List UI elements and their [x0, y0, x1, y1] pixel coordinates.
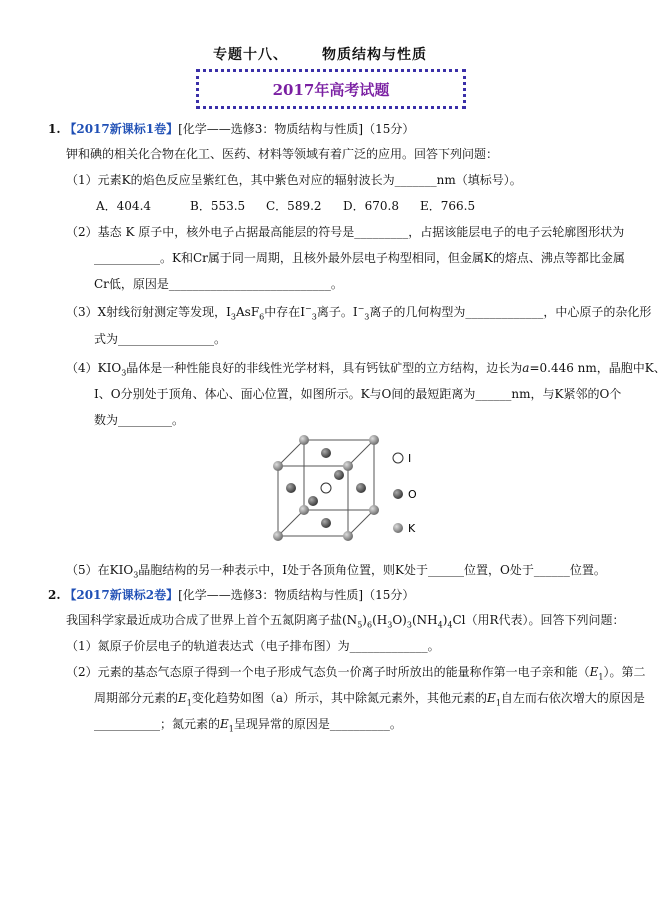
- q2-intro-text: 我国科学家最近成功合成了世界上首个五氮阴离子盐(N: [66, 613, 358, 627]
- q2-intro: [66, 612, 625, 628]
- q1-part4-line3: 数为_________。: [94, 413, 185, 427]
- edge-length-symbol: a: [522, 361, 530, 375]
- o-atom: [308, 496, 318, 506]
- q2-intro-text: (NH: [411, 613, 438, 627]
- q1-part4-text: =0.446 nm，晶胞中K、: [529, 361, 666, 375]
- q1-part5-text: 晶胞结构的另一种表示中，I处于各顶角位置，则K处于______位置，O处于______位置。: [138, 563, 606, 577]
- subscript: 3: [230, 312, 237, 322]
- subscript: 6: [259, 312, 265, 322]
- subscript: 1: [186, 698, 192, 708]
- q2-part2-line3: [94, 716, 402, 732]
- k-atom: [299, 435, 309, 445]
- q1-heading: [48, 121, 414, 137]
- i-atom: [321, 483, 331, 493]
- q1-option-a: A．404.4: [96, 199, 152, 213]
- title-topic-name: 物质结构与性质: [322, 47, 427, 63]
- kio3-unit-cell-figure: [270, 428, 430, 550]
- q1-category: [化学——选修3：物质结构与性质]（15分）: [178, 122, 415, 136]
- subscript: 3: [387, 620, 393, 630]
- legend-i-label: I: [408, 452, 412, 465]
- superscript: −: [305, 304, 312, 313]
- q2-intro-text: ): [442, 613, 448, 627]
- o-atom: [286, 483, 296, 493]
- q2-part2-line2: [94, 690, 645, 706]
- q2-intro-text: (H: [372, 613, 388, 627]
- q1-part2-line2: ___________。K和Cr属于同一周期，且核外最外层电子构型相同，但金属K的熔点、沸点等都比金属: [94, 251, 625, 265]
- k-atom: [369, 435, 379, 445]
- q1-option-d: D．670.8: [343, 199, 399, 213]
- q2-number: 2.: [48, 588, 61, 602]
- k-atom: [343, 531, 353, 541]
- q1-part2-line1: （2）基态 K 原子中，核外电子占据最高能层的符号是_________，占据该能层电子的电子云轮廓图形状为: [66, 225, 625, 239]
- k-atom: [273, 531, 283, 541]
- q1-source: 【2017新课标1卷】: [64, 122, 179, 136]
- q1-number: 1.: [48, 122, 61, 136]
- k-atom: [273, 461, 283, 471]
- q1-part5: [66, 562, 606, 578]
- subscript: 1: [495, 698, 501, 708]
- subscript: 3: [406, 620, 412, 630]
- q1-part3-text: 中存在I: [264, 305, 306, 319]
- q1-part3-text: AsF: [236, 305, 260, 319]
- q2-part2-text: 自左而右依次增大的原因是: [500, 691, 645, 705]
- q1-part4-text: 晶体是一种性能良好的非线性光学材料，具有钙钛矿型的立方结构，边长为: [126, 361, 523, 375]
- q2-part2-text: ）。第二: [603, 665, 646, 679]
- superscript: −: [357, 304, 365, 313]
- year-section-title: 2017年高考试题: [272, 80, 390, 99]
- o-atom: [334, 470, 344, 480]
- q2-category: [化学——选修3：物质结构与性质]（15分）: [178, 588, 415, 602]
- legend-i-marker: [393, 453, 403, 463]
- subscript: 3: [133, 570, 139, 580]
- q1-option-e: E．766.5: [420, 199, 476, 213]
- subscript: 3: [121, 368, 127, 378]
- energy-symbol: E: [487, 691, 496, 705]
- q2-part2-text: 周期部分元素的: [94, 691, 179, 705]
- page-title: [0, 44, 640, 64]
- q1-part3-line1: [66, 304, 651, 320]
- subscript: 6: [366, 620, 373, 630]
- q2-intro-text: O): [392, 613, 407, 627]
- subscript: 5: [357, 620, 363, 630]
- legend-k-marker: [393, 523, 403, 533]
- q2-heading: [48, 587, 414, 603]
- q1-part3-text: 离子的几何构型为_____________，中心原子的杂化形: [369, 305, 652, 319]
- q2-part2-text: （2）元素的基态气态原子得到一个电子形成气态负一价离子时所放出的能量称作第一电子亲和能（: [66, 665, 590, 679]
- subscript: 1: [228, 724, 234, 734]
- subscript: 1: [598, 672, 604, 682]
- q2-part1: （1）氮原子价层电子的轨道表达式（电子排布图）为_____________。: [66, 639, 440, 653]
- q1-part4-line1: [66, 360, 666, 376]
- q1-part3-text: （3）X射线衍射测定等发现，I: [66, 305, 231, 319]
- q1-part3-line2: 式为________________。: [94, 332, 227, 346]
- k-atom: [299, 505, 309, 515]
- q2-part2-text: 呈现异常的原因是__________。: [233, 717, 402, 731]
- q2-intro-text: ): [362, 613, 367, 627]
- o-atom: [321, 518, 331, 528]
- k-atom: [343, 461, 353, 471]
- figure-legend: [393, 452, 417, 535]
- energy-symbol: E: [220, 717, 229, 731]
- q1-option-c: C．589.2: [266, 199, 322, 213]
- o-atom: [321, 448, 331, 458]
- year-section-box: [196, 69, 466, 109]
- q1-part4-line2: I、O分别处于顶角、体心、面心位置，如图所示。K与O间的最短距离为______nm，与K紧邻的O个: [94, 387, 622, 401]
- energy-symbol: E: [589, 665, 599, 679]
- q1-intro: 钾和碘的相关化合物在化工、医药、材料等领域有着广泛的应用。回答下列问题：: [66, 147, 499, 161]
- q1-part3-text: 离子。I: [316, 305, 358, 319]
- q2-source: 【2017新课标2卷】: [64, 588, 179, 602]
- subscript: 3: [364, 312, 370, 322]
- q1-option-b: B．553.5: [190, 199, 246, 213]
- q1-part5-text: （5）在KIO: [66, 563, 134, 577]
- legend-k-label: K: [408, 522, 416, 535]
- subscript: 4: [437, 620, 443, 630]
- legend-o-marker: [393, 489, 403, 499]
- q2-intro-text: Cl（用R代表）。回答下列问题：: [452, 613, 625, 627]
- q1-part2-line3: Cr低，原因是___________________________。: [94, 277, 343, 291]
- legend-o-label: O: [408, 488, 417, 501]
- q2-part2-text: 变化趋势如图（a）所示，其中除氮元素外，其他元素的: [191, 691, 488, 705]
- energy-symbol: E: [178, 691, 187, 705]
- q1-part4-text: （4）KIO: [66, 361, 122, 375]
- q2-part2-text: ___________；氮元素的: [94, 717, 221, 731]
- unit-cell-diagram: [270, 428, 430, 550]
- subscript: 4: [447, 620, 453, 630]
- o-atom: [356, 483, 366, 493]
- title-topic-number: 专题十八、: [213, 47, 288, 63]
- q1-part1: （1）元素K的焰色反应呈紫红色，其中紫色对应的辐射波长为_______nm（填标号）。: [66, 173, 522, 187]
- subscript: 3: [311, 312, 317, 322]
- q2-part2-line1: [66, 664, 646, 680]
- k-atom: [369, 505, 379, 515]
